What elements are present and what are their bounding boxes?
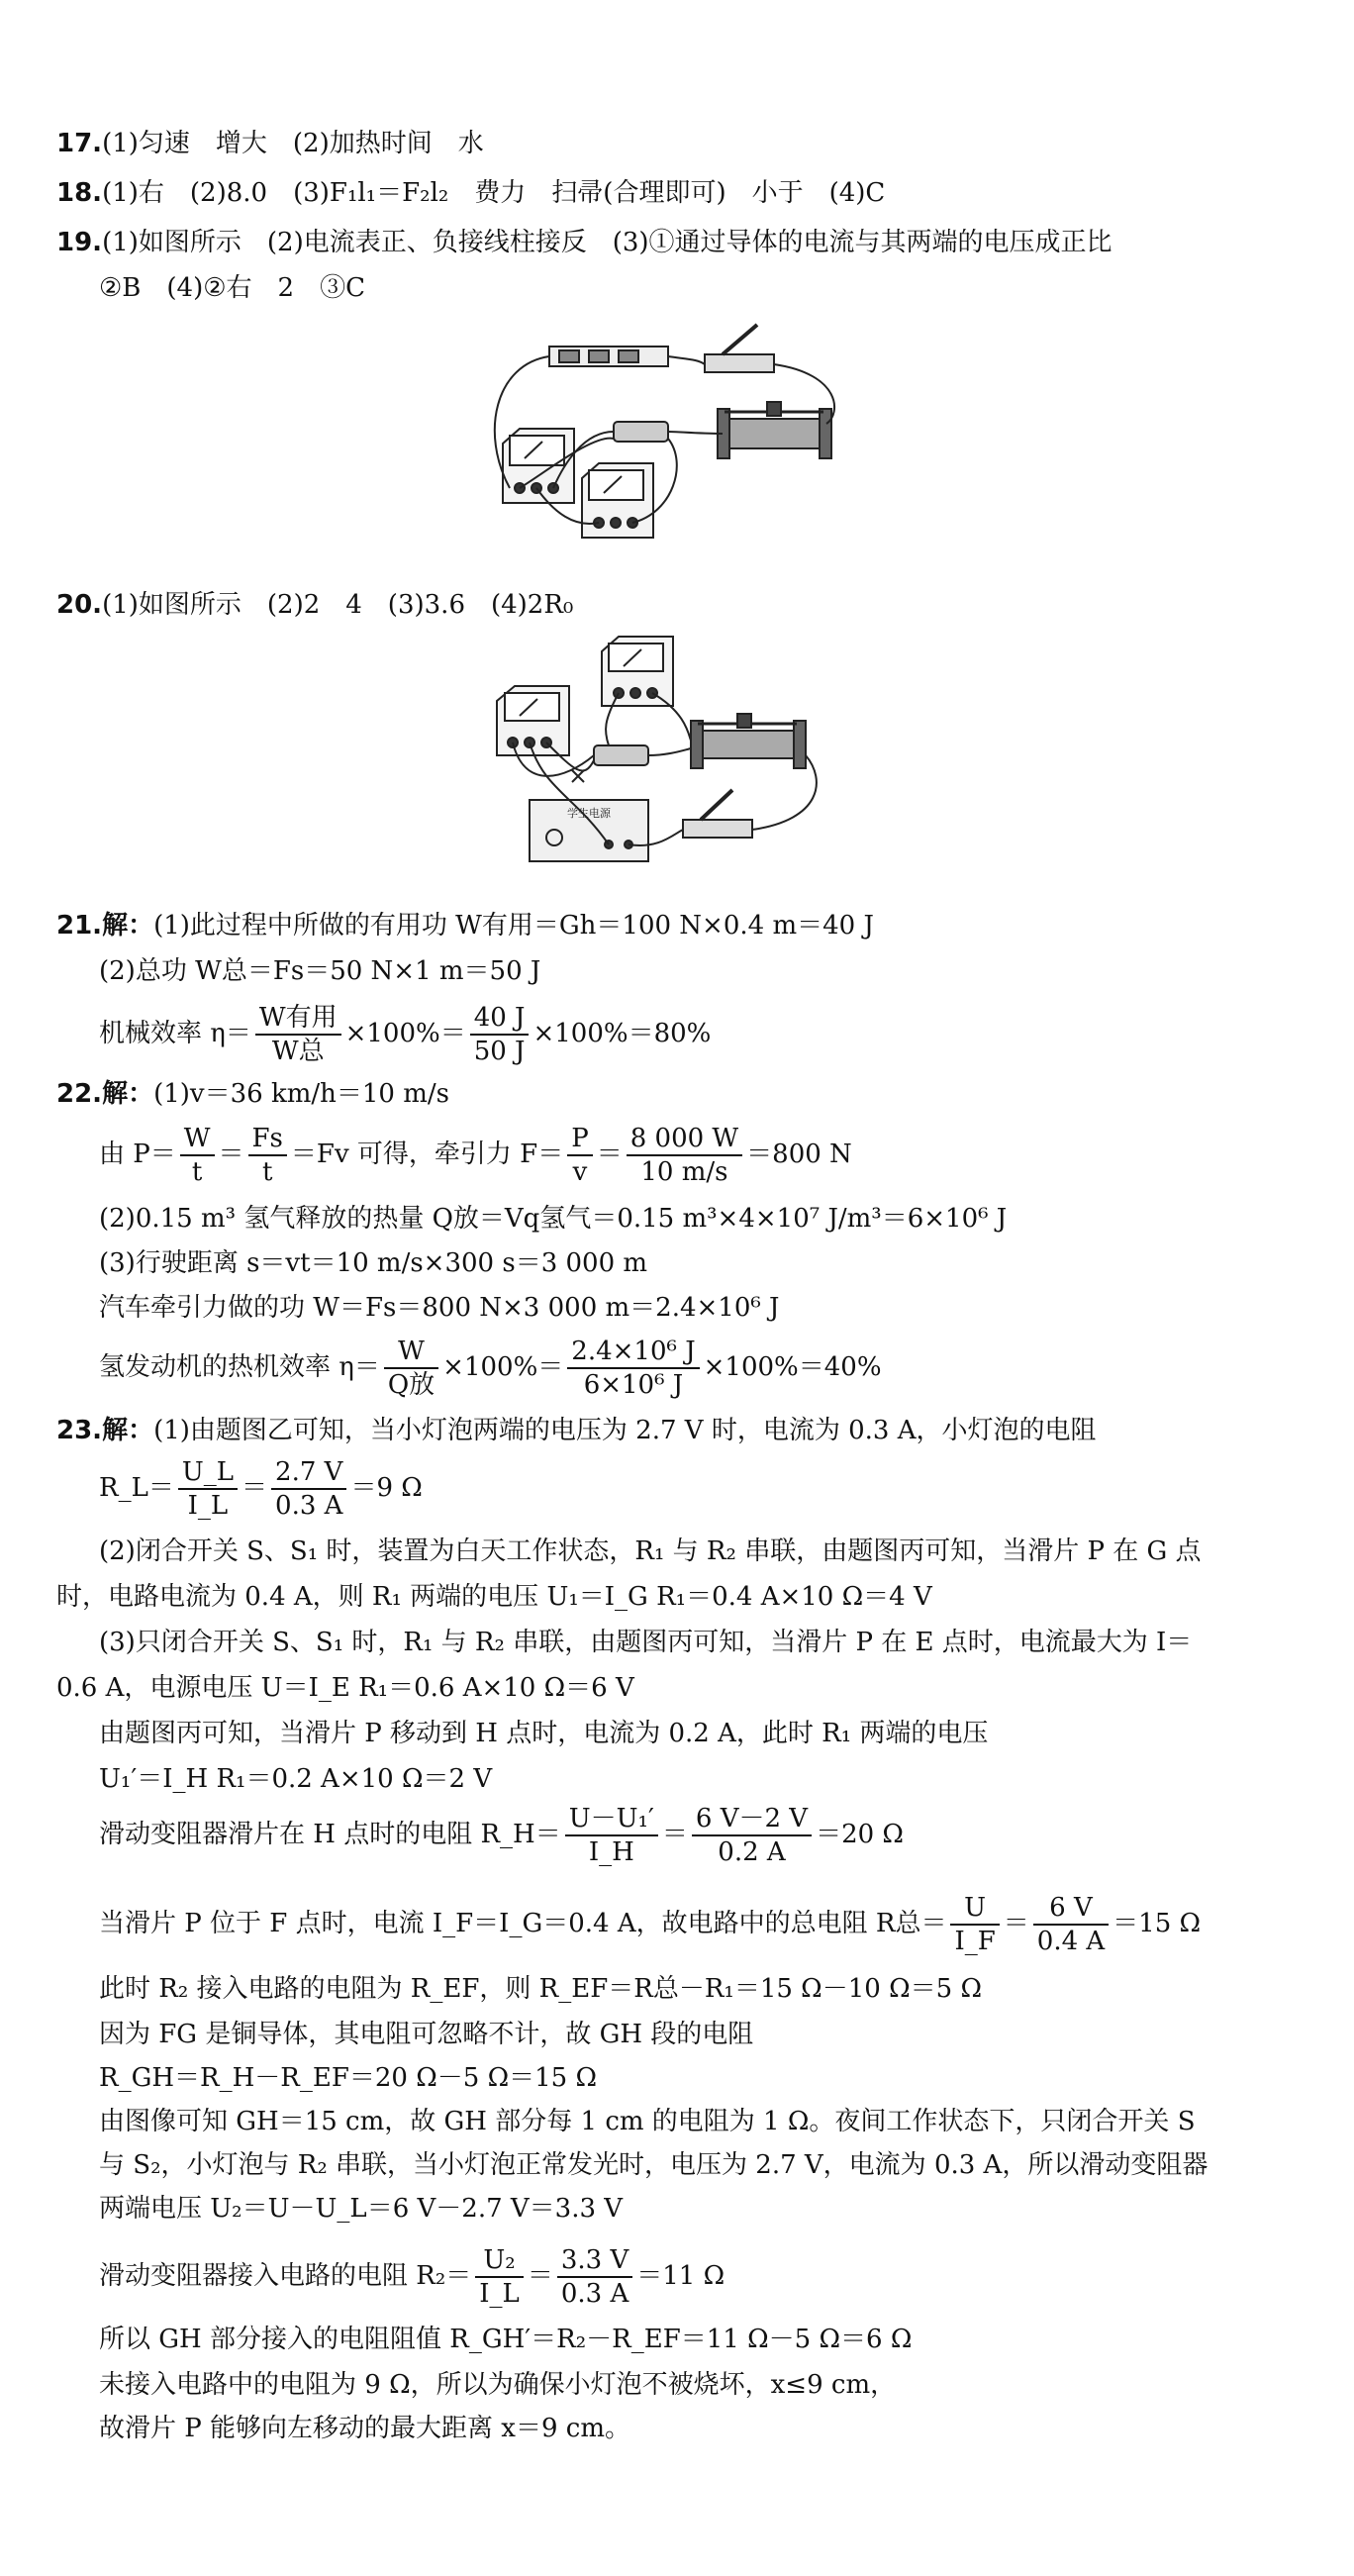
fraction <box>248 1126 287 1185</box>
denominator: v <box>572 1157 588 1187</box>
denominator: I_L <box>187 1491 229 1521</box>
text: ×100%＝80% <box>532 1019 712 1048</box>
denominator: I_H <box>588 1837 634 1867</box>
answer-23-line13: R_GH＝R_H－R_EF＝20 Ω－5 Ω＝15 Ω <box>99 2063 598 2093</box>
text: ＝15 Ω <box>1112 1909 1202 1938</box>
fraction <box>1033 1895 1109 1954</box>
text: 由 P＝ <box>99 1139 176 1169</box>
text: ×100%＝ <box>344 1019 466 1048</box>
numerator: W <box>180 1126 215 1156</box>
text: ＝ <box>527 2261 553 2291</box>
text: ×100%＝ <box>442 1352 564 1382</box>
answer-22-line2 <box>99 1126 852 1185</box>
fraction <box>567 1126 593 1185</box>
answer-23-line19: 未接入电路中的电阻为 9 Ω，所以为确保小灯泡不被烧坏，x≤9 cm， <box>99 2370 897 2400</box>
fraction <box>557 2247 632 2307</box>
answer-23-line9 <box>99 1806 904 1865</box>
numerator: 2.4×10⁶ J <box>567 1338 699 1369</box>
denominator: I_L <box>479 2279 520 2309</box>
text: ＝Fv 可得，牵引力 F＝ <box>290 1139 564 1169</box>
fraction <box>470 1005 530 1064</box>
numerator: 6 V－2 V <box>692 1806 812 1836</box>
text: 氢发动机的热机效率 η＝ <box>99 1352 380 1382</box>
answer-23-line17 <box>99 2247 725 2307</box>
answer-text: (1)v＝36 km/h＝10 m/s <box>153 1079 449 1109</box>
answer-23-line10 <box>99 1895 1201 1954</box>
numerator: W <box>384 1338 438 1369</box>
circuit-figure-19 <box>475 315 851 543</box>
text: ＝9 Ω <box>350 1473 423 1503</box>
numerator: 6 V <box>1033 1895 1109 1926</box>
answer-23-line14: 由图像可知 GH＝15 cm，故 GH 部分每 1 cm 的电阻为 1 Ω。夜间工作状态下，只闭合开关 S <box>99 2107 1196 2136</box>
numerator: 40 J <box>470 1005 530 1036</box>
text: ＝ <box>1003 1909 1029 1938</box>
answer-text: (1)如图所示 (2)2 4 (3)3.6 (4)2R₀ <box>102 590 574 620</box>
denominator: t <box>261 1157 273 1187</box>
answer-23-line2 <box>99 1459 423 1519</box>
text: R_L＝ <box>99 1473 174 1503</box>
answer-22-line5: 汽车牵引力做的功 W＝Fs＝800 N×3 000 m＝2.4×10⁶ J <box>99 1293 780 1323</box>
fraction <box>384 1338 438 1398</box>
question-number: 23. <box>56 1416 103 1445</box>
denominator: 6×10⁶ J <box>583 1370 684 1400</box>
answer-text: (1)右 (2)8.0 (3)F₁l₁＝F₂l₂ 费力 扫帚(合理即可) 小于 (4)C <box>102 178 886 208</box>
answer-22-line3: (2)0.15 m³ 氢气释放的热量 Q放＝Vq氢气＝0.15 m³×4×10⁷ J/m³＝6×10⁶ J <box>99 1204 1008 1234</box>
fraction <box>255 1005 341 1064</box>
numerator: P <box>567 1126 593 1156</box>
answer-text: (1)此过程中所做的有用功 W有用＝Gh＝100 N×0.4 m＝40 J <box>153 911 874 941</box>
answer-23-line4: 时，电路电流为 0.4 A，则 R₁ 两端的电压 U₁＝I_G R₁＝0.4 A×10 Ω＝4 V <box>56 1582 932 1612</box>
question-number: 20. <box>56 590 103 620</box>
fraction <box>627 1126 742 1185</box>
fraction <box>178 1459 238 1519</box>
question-number: 17. <box>56 129 103 158</box>
answer-23-line5: (3)只闭合开关 S、S₁ 时，R₁ 与 R₂ 串联，由题图丙可知，当滑片 P 在 E 点时，电流最大为 I＝ <box>99 1628 1193 1657</box>
question-number: 19. <box>56 228 103 257</box>
denominator: 0.4 A <box>1036 1927 1106 1956</box>
question-number: 21. <box>56 911 103 941</box>
denominator: Q放 <box>387 1370 435 1400</box>
answer-23-line11: 此时 R₂ 接入电路的电阻为 R_EF，则 R_EF＝R总－R₁＝15 Ω－10 Ω＝5 Ω <box>99 1974 982 2004</box>
answer-19 <box>56 230 1112 255</box>
denominator: 10 m/s <box>640 1157 728 1187</box>
answer-21-line3 <box>99 1005 711 1064</box>
text: ＝ <box>242 1473 268 1503</box>
fraction <box>565 1806 658 1865</box>
denominator: 0.3 A <box>560 2279 629 2309</box>
answer-22-line1 <box>56 1081 449 1107</box>
answer-23-line6: 0.6 A，电源电压 U＝I_E R₁＝0.6 A×10 Ω＝6 V <box>56 1673 634 1703</box>
answer-23-line15: 与 S₂，小灯泡与 R₂ 串联，当小灯泡正常发光时，电压为 2.7 V，电流为 0.3 A，所以滑动变阻器 <box>99 2150 1209 2180</box>
solution-label: 解： <box>102 911 154 941</box>
denominator: 50 J <box>473 1037 526 1066</box>
text: 机械效率 η＝ <box>99 1019 251 1048</box>
power-supply-label: 学生电源 <box>567 807 611 820</box>
text: ＝11 Ω <box>636 2261 725 2291</box>
denominator: I_F <box>954 1927 996 1956</box>
answer-23-line12: 因为 FG 是铜导体，其电阻可忽略不计，故 GH 段的电阻 <box>99 2020 754 2049</box>
answer-23-line3: (2)闭合开关 S、S₁ 时，装置为白天工作状态，R₁ 与 R₂ 串联，由题图丙可知，当滑片 P 在 G 点 <box>99 1536 1202 1566</box>
text: ＝ <box>661 1820 688 1849</box>
fraction <box>180 1126 215 1185</box>
text: ×100%＝40% <box>703 1352 882 1382</box>
answer-23-line8: U₁′＝I_H R₁＝0.2 A×10 Ω＝2 V <box>99 1764 493 1794</box>
fraction <box>475 2247 524 2307</box>
answer-21-line2: (2)总功 W总＝Fs＝50 N×1 m＝50 J <box>99 956 541 986</box>
text: ＝ <box>218 1139 244 1169</box>
answer-23-line20: 故滑片 P 能够向左移动的最大距离 x＝9 cm。 <box>99 2414 630 2443</box>
fraction <box>950 1895 999 1954</box>
numerator: 3.3 V <box>557 2247 632 2278</box>
solution-label: 解： <box>102 1416 154 1445</box>
denominator: t <box>191 1157 203 1187</box>
numerator: 8 000 W <box>627 1126 742 1156</box>
text: ＝800 N <box>746 1139 852 1169</box>
numerator: 2.7 V <box>271 1459 346 1490</box>
answer-22-line4: (3)行驶距离 s＝vt＝10 m/s×300 s＝3 000 m <box>99 1248 648 1278</box>
numerator: Fs <box>248 1126 287 1156</box>
circuit-figure-20 <box>485 632 841 869</box>
text: 当滑片 P 位于 F 点时，电流 I_F＝I_G＝0.4 A，故电路中的总电阻 R总＝ <box>99 1909 947 1938</box>
fraction <box>692 1806 812 1865</box>
answer-20 <box>56 592 573 618</box>
text: ＝ <box>596 1139 623 1169</box>
answer-17 <box>56 131 484 156</box>
answer-text: (1)如图所示 (2)电流表正、负接线柱接反 (3)①通过导体的电流与其两端的电压成正比 <box>102 228 1112 257</box>
text: 滑动变阻器滑片在 H 点时的电阻 R_H＝ <box>99 1820 561 1849</box>
text: ＝20 Ω <box>816 1820 904 1849</box>
denominator: 0.2 A <box>718 1837 786 1867</box>
question-number: 22. <box>56 1079 103 1109</box>
answer-18 <box>56 180 885 206</box>
answer-19-line2: ②B (4)②右 2 ③C <box>99 273 365 303</box>
numerator: U <box>950 1895 999 1926</box>
fraction <box>567 1338 699 1398</box>
solution-label: 解： <box>102 1079 154 1109</box>
numerator: U₂ <box>475 2247 524 2278</box>
answer-23-line18: 所以 GH 部分接入的电阻阻值 R_GH′＝R₂－R_EF＝11 Ω－5 Ω＝6 Ω <box>99 2325 913 2354</box>
numerator: U－U₁′ <box>565 1806 658 1836</box>
numerator: U_L <box>178 1459 238 1490</box>
answer-23-line7: 由题图丙可知，当滑片 P 移动到 H 点时，电流为 0.2 A，此时 R₁ 两端的电压 <box>99 1719 989 1748</box>
answer-23-line1 <box>56 1418 1096 1443</box>
answer-23-line16: 两端电压 U₂＝U－U_L＝6 V－2.7 V＝3.3 V <box>99 2194 624 2224</box>
answer-text: (1)由题图乙可知，当小灯泡两端的电压为 2.7 V 时，电流为 0.3 A，小灯泡的电阻 <box>153 1416 1097 1445</box>
denominator: W总 <box>271 1037 325 1066</box>
denominator: 0.3 A <box>275 1491 343 1521</box>
question-number: 18. <box>56 178 103 208</box>
text: 滑动变阻器接入电路的电阻 R₂＝ <box>99 2261 472 2291</box>
answer-text: (1)匀速 增大 (2)加热时间 水 <box>102 129 484 158</box>
answer-21-line1 <box>56 913 874 939</box>
answer-22-line6 <box>99 1338 882 1398</box>
numerator: W有用 <box>255 1005 341 1036</box>
fraction <box>271 1459 346 1519</box>
